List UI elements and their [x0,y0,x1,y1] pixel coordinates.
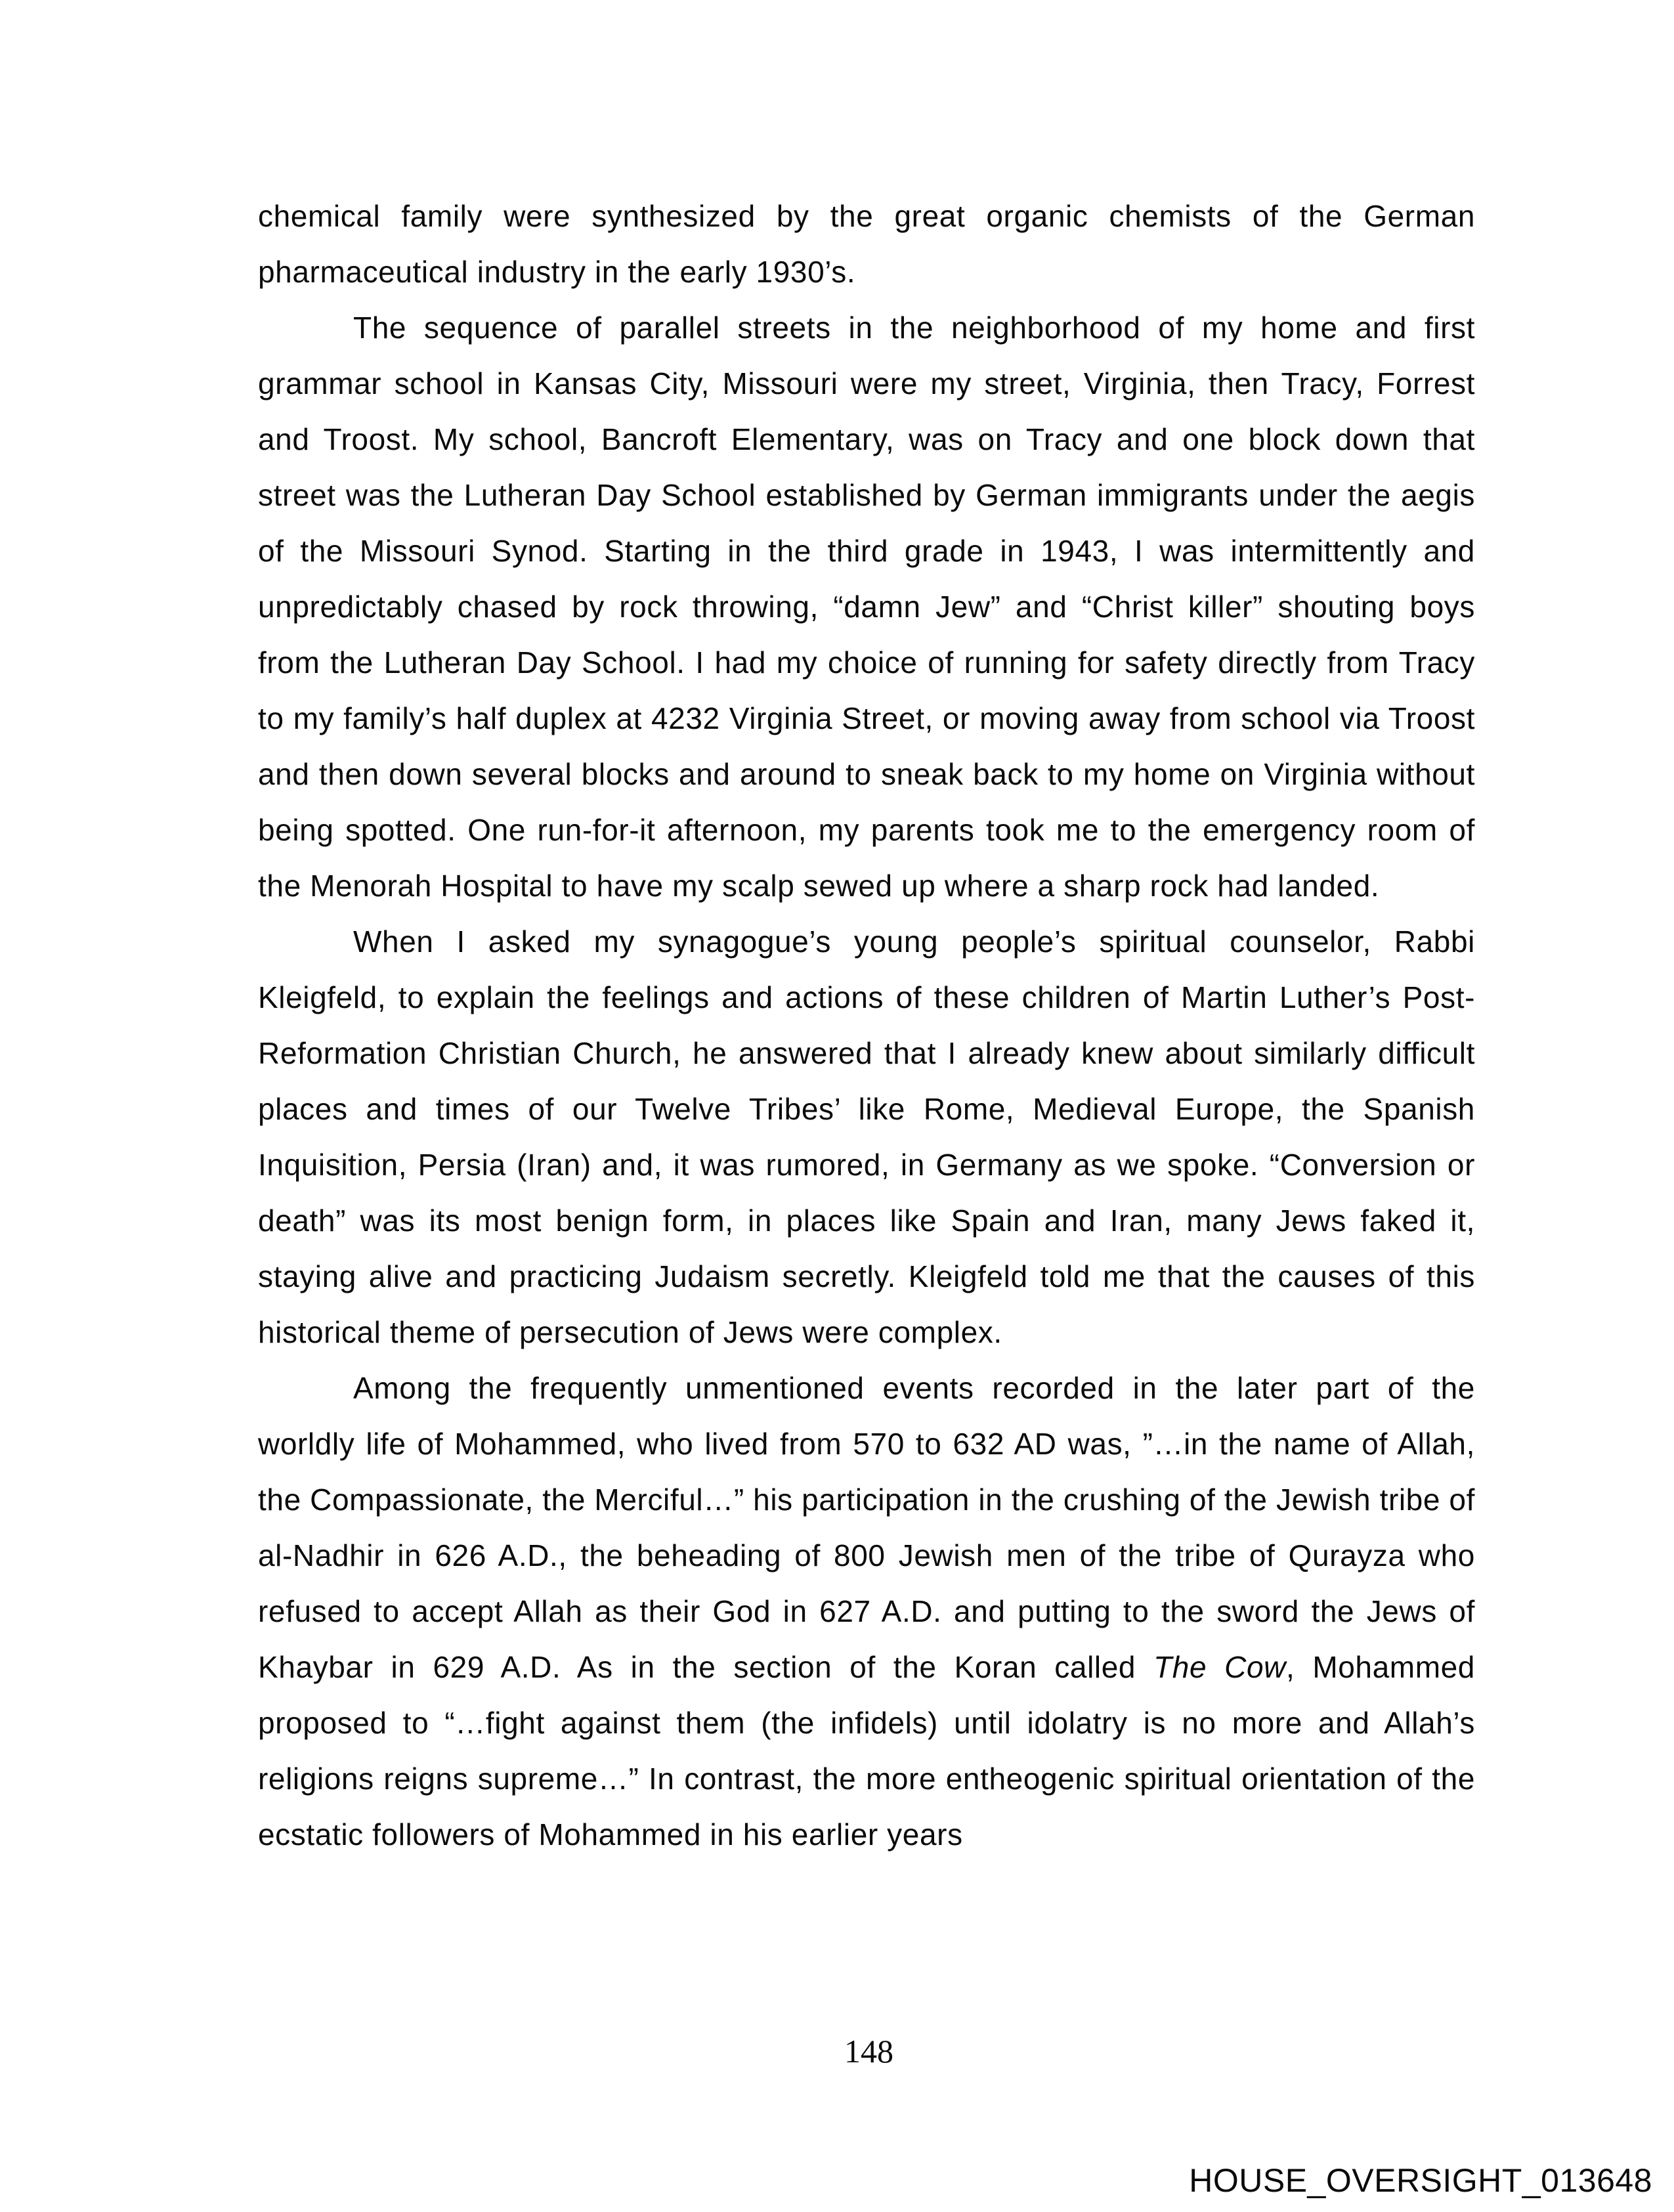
text-segment: When I asked my synagogue’s young people’s spiritual counselor, Rabbi Kleigfeld, to explain the feelings and actions of these children of Martin Luther’s Post-Reformation Christian Church, he answered that I already knew about similarly difficult places and times of our Twelve Tribes’ like Rome, Medieval Europe, the Spanish Inquisition, Persia (Iran) and, it was rumored, in Germany as we spoke. “Conversion or death” was its most benign form, in places like Spain and Iran, many Jews faked it, staying alive and practicing Judaism secretly. Kleigfeld told me that the causes of this historical theme of persecution of Jews were complex. [258,924,1475,1349]
text-segment: Among the frequently unmentioned events recorded in the later part of the worldly life of Mohammed, who lived from 570 to 632 AD was, ”…in the name of Allah, the Compassionate, the Merciful…” his participation in the crushing of the Jewish tribe of al-Nadhir in 626 A.D., the beheading of 800 Jewish men of the tribe of Qurayza who refused to accept Allah as their God in 627 A.D. and putting to the sword the Jews of Khaybar in 629 A.D. As in the section of the Koran called [258,1371,1475,1684]
paragraph [258,1360,1475,1863]
text-segment: chemical family were synthesized by the great organic chemists of the German pharmaceutical industry in the early 1930’s. [258,199,1475,289]
paragraph [258,300,1475,914]
paragraph [258,188,1475,300]
italic-text-segment: The Cow [1153,1650,1286,1684]
bates-number: HOUSE_OVERSIGHT_013648 [1189,2162,1652,2199]
document-body [258,188,1475,1863]
text-segment: , Mohammed proposed to “…fight against them (the infidels) until idolatry is no more and Allah’s religions reigns supreme…” In contrast, the more entheogenic spiritual orientation of the ecstatic followers of Mohammed in his earlier years [258,1650,1475,1852]
text-segment: The sequence of parallel streets in the neighborhood of my home and first grammar school in Kansas City, Missouri were my street, Virginia, then Tracy, Forrest and Troost. My school, Bancroft Elementary, was on Tracy and one block down that street was the Lutheran Day School established by German immigrants under the aegis of the Missouri Synod. Starting in the third grade in 1943, I was intermittently and unpredictably chased by rock throwing, “damn Jew” and “Christ killer” shouting boys from the Lutheran Day School. I had my choice of running for safety directly from Tracy to my family’s half duplex at 4232 Virginia Street, or moving away from school via Troost and then down several blocks and around to sneak back to my home on Virginia without being spotted. One run-for-it afternoon, my parents took me to the emergency room of the Menorah Hospital to have my scalp sewed up where a sharp rock had landed. [258,311,1475,903]
paragraph [258,914,1475,1360]
page-number: 148 [844,2033,893,2070]
